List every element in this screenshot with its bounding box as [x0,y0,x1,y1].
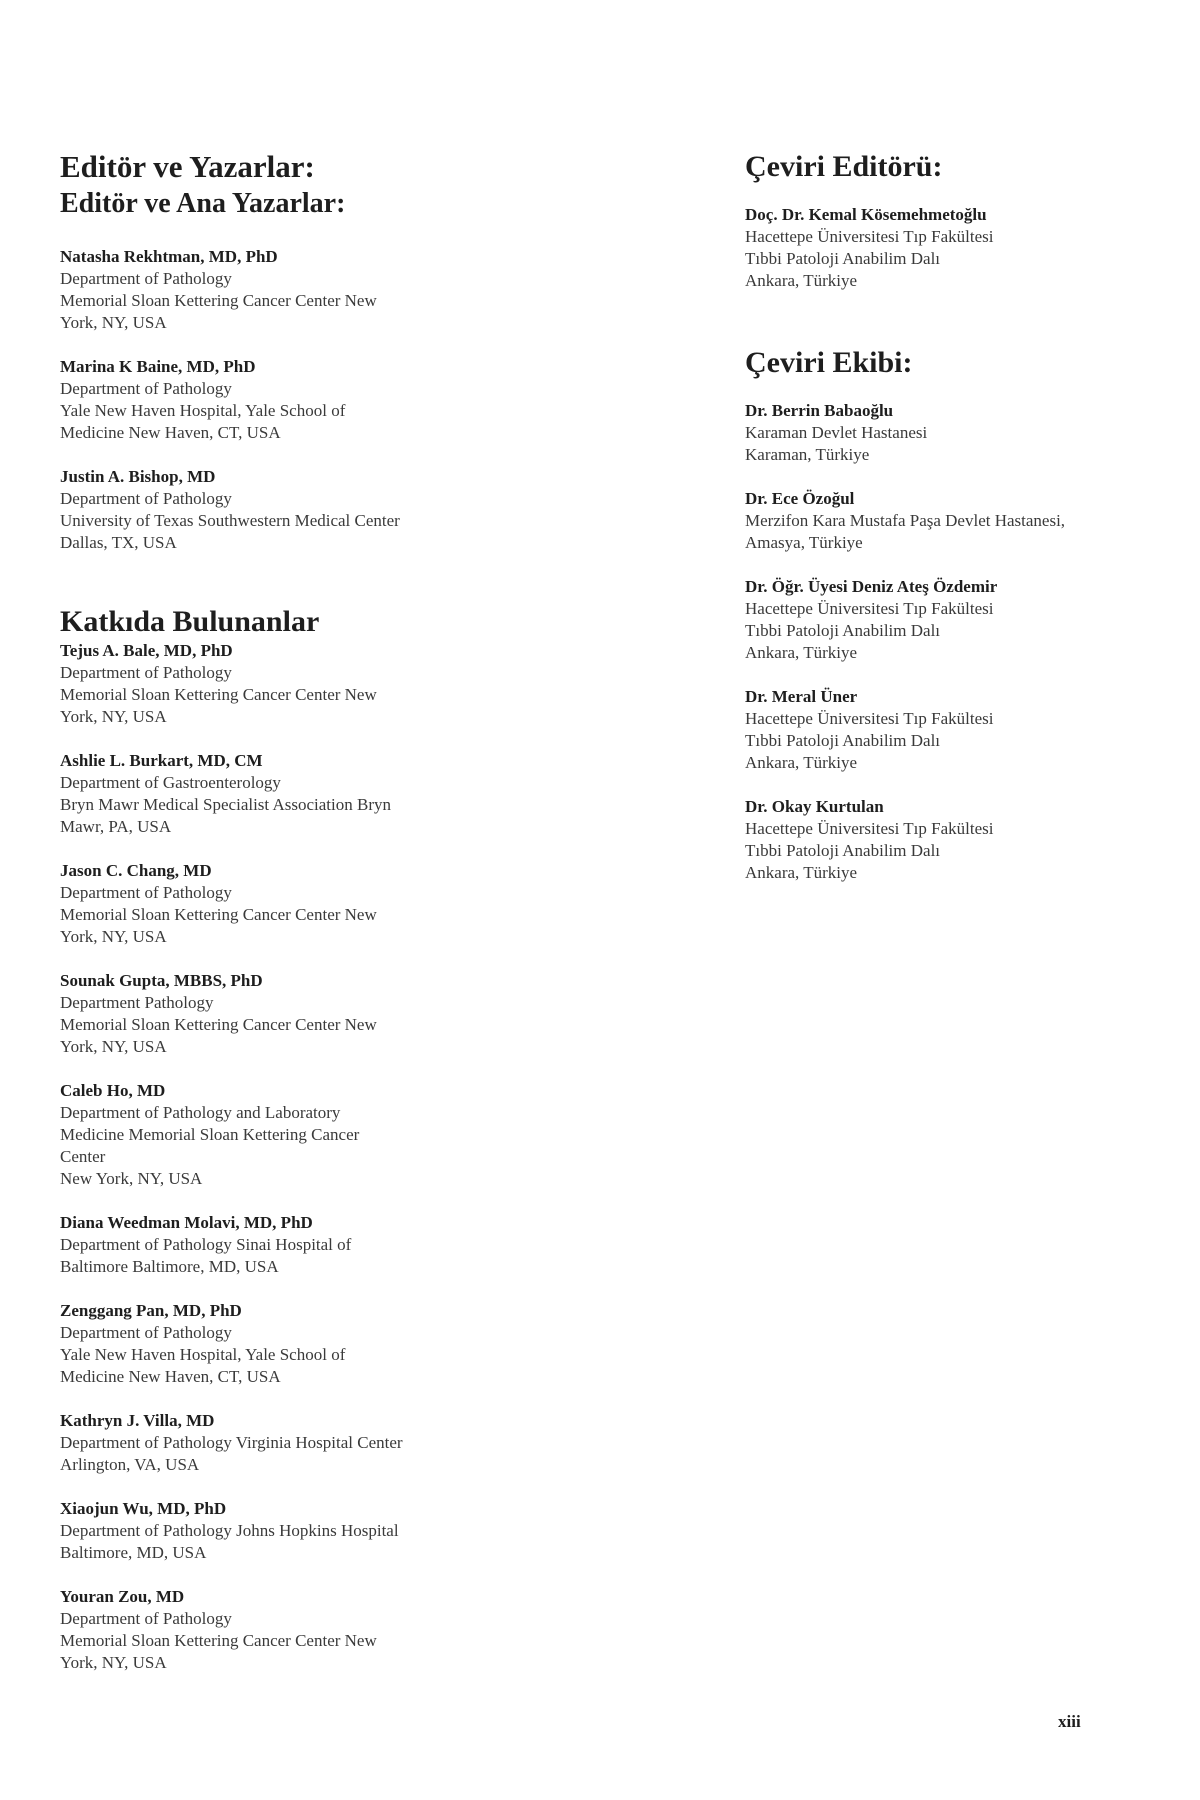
affiliation-line: Memorial Sloan Kettering Cancer Center New [60,685,377,704]
affiliation-line: Yale New Haven Hospital, Yale School of [60,1345,346,1364]
person-entry [60,750,480,838]
page-number: xiii [1058,1712,1081,1731]
person-name: Caleb Ho, MD [60,1081,166,1100]
person-entry [745,204,1145,292]
affiliation-line: York, NY, USA [60,313,167,332]
person-name: Diana Weedman Molavi, MD, PhD [60,1213,313,1232]
affiliation-line: New York, NY, USA [60,1169,203,1188]
affiliation-line: Department Pathology [60,993,214,1012]
affiliation-line: Yale New Haven Hospital, Yale School of [60,401,346,420]
affiliation-line: Merzifon Kara Mustafa Paşa Devlet Hastanesi, [745,511,1066,530]
person-entry [60,1410,480,1476]
person-name: Dr. Ece Özoğul [745,489,855,508]
affiliation-line: Ankara, Türkiye [745,271,858,290]
affiliation-line: Department of Pathology Sinai Hospital of [60,1235,352,1254]
affiliation-line: Hacettepe Üniversitesi Tıp Fakültesi [745,819,994,838]
person-entry [60,1080,480,1190]
person-name: Dr. Öğr. Üyesi Deniz Ateş Özdemir [745,577,998,596]
affiliation-line: York, NY, USA [60,1037,167,1056]
affiliation-line: Department of Pathology [60,883,232,902]
person-name: Doç. Dr. Kemal Kösemehmetoğlu [745,205,987,224]
editors-authors-heading: Editör ve Yazarlar: [60,149,315,184]
person-name: Natasha Rekhtman, MD, PhD [60,247,278,266]
person-entry [60,466,480,554]
affiliation-line: Medicine New Haven, CT, USA [60,423,281,442]
affiliation-line: Memorial Sloan Kettering Cancer Center New [60,1015,377,1034]
affiliation-line: Tıbbi Patoloji Anabilim Dalı [745,621,941,640]
person-entry [60,860,480,948]
person-name: Tejus A. Bale, MD, PhD [60,641,233,660]
affiliation-line: Bryn Mawr Medical Specialist Association Bryn [60,795,391,814]
person-name: Ashlie L. Burkart, MD, CM [60,751,263,770]
affiliation-line: Ankara, Türkiye [745,863,858,882]
affiliation-line: Hacettepe Üniversitesi Tıp Fakültesi [745,227,994,246]
translation-editor-heading: Çeviri Editörü: [745,150,943,183]
left-column [60,148,480,1696]
affiliation-line: Medicine New Haven, CT, USA [60,1367,281,1386]
affiliation-line: Baltimore, MD, USA [60,1543,207,1562]
person-name: Jason C. Chang, MD [60,861,212,880]
person-name: Dr. Berrin Babaoğlu [745,401,894,420]
affiliation-line: Department of Pathology Johns Hopkins Hospital [60,1521,399,1540]
translation-editor-entry [745,204,1145,292]
person-name: Zenggang Pan, MD, PhD [60,1301,242,1320]
affiliation-line: Department of Pathology [60,1323,232,1342]
affiliation-line: Karaman Devlet Hastanesi [745,423,928,442]
person-name: Youran Zou, MD [60,1587,185,1606]
affiliation-line: Dallas, TX, USA [60,533,177,552]
affiliation-line: Memorial Sloan Kettering Cancer Center New [60,1631,377,1650]
person-name: Marina K Baine, MD, PhD [60,357,256,376]
right-column [745,148,1145,906]
affiliation-line: Ankara, Türkiye [745,753,858,772]
editors-main-authors-heading: Editör ve Ana Yazarlar: [60,188,346,219]
affiliation-line: Department of Pathology [60,663,232,682]
affiliation-line: Arlington, VA, USA [60,1455,200,1474]
person-entry [745,400,1145,466]
affiliation-line: Medicine Memorial Sloan Kettering Cancer [60,1125,360,1144]
affiliation-line: Department of Pathology [60,379,232,398]
affiliation-line: Ankara, Türkiye [745,643,858,662]
affiliation-line: Department of Pathology and Laboratory [60,1103,341,1122]
person-entry [745,796,1145,884]
affiliation-line: Mawr, PA, USA [60,817,172,836]
affiliation-line: Memorial Sloan Kettering Cancer Center New [60,291,377,310]
person-name: Dr. Meral Üner [745,687,858,706]
translation-team-heading: Çeviri Ekibi: [745,346,913,379]
affiliation-line: Tıbbi Patoloji Anabilim Dalı [745,731,941,750]
contributors-heading: Katkıda Bulunanlar [60,605,320,638]
person-name: Dr. Okay Kurtulan [745,797,884,816]
affiliation-line: Tıbbi Patoloji Anabilim Dalı [745,841,941,860]
affiliation-line: Center [60,1147,106,1166]
person-name: Sounak Gupta, MBBS, PhD [60,971,263,990]
person-entry [60,640,480,728]
affiliation-line: Department of Pathology [60,1609,232,1628]
affiliation-line: York, NY, USA [60,707,167,726]
person-name: Xiaojun Wu, MD, PhD [60,1499,227,1518]
person-entry [60,1212,480,1278]
affiliation-line: York, NY, USA [60,927,167,946]
person-entry [60,1586,480,1674]
affiliation-line: Department of Gastroenterology [60,773,281,792]
person-entry [745,686,1145,774]
affiliation-line: University of Texas Southwestern Medical Center [60,511,400,530]
affiliation-line: Department of Pathology Virginia Hospital Center [60,1433,403,1452]
affiliation-line: Amasya, Türkiye [745,533,863,552]
affiliation-line: Hacettepe Üniversitesi Tıp Fakültesi [745,709,994,728]
editors-list [60,246,480,554]
translation-team-list [745,400,1145,884]
affiliation-line: Department of Pathology [60,269,232,288]
affiliation-line: Department of Pathology [60,489,232,508]
contributors-list [60,640,480,1674]
affiliation-line: Hacettepe Üniversitesi Tıp Fakültesi [745,599,994,618]
affiliation-line: Karaman, Türkiye [745,445,870,464]
person-name: Justin A. Bishop, MD [60,467,216,486]
affiliation-line: Tıbbi Patoloji Anabilim Dalı [745,249,941,268]
person-entry [60,356,480,444]
person-name: Kathryn J. Villa, MD [60,1411,215,1430]
person-entry [60,1498,480,1564]
person-entry [60,970,480,1058]
person-entry [745,488,1145,554]
affiliation-line: York, NY, USA [60,1653,167,1672]
person-entry [745,576,1145,664]
person-entry [60,1300,480,1388]
affiliation-line: Memorial Sloan Kettering Cancer Center New [60,905,377,924]
person-entry [60,246,480,334]
affiliation-line: Baltimore Baltimore, MD, USA [60,1257,279,1276]
